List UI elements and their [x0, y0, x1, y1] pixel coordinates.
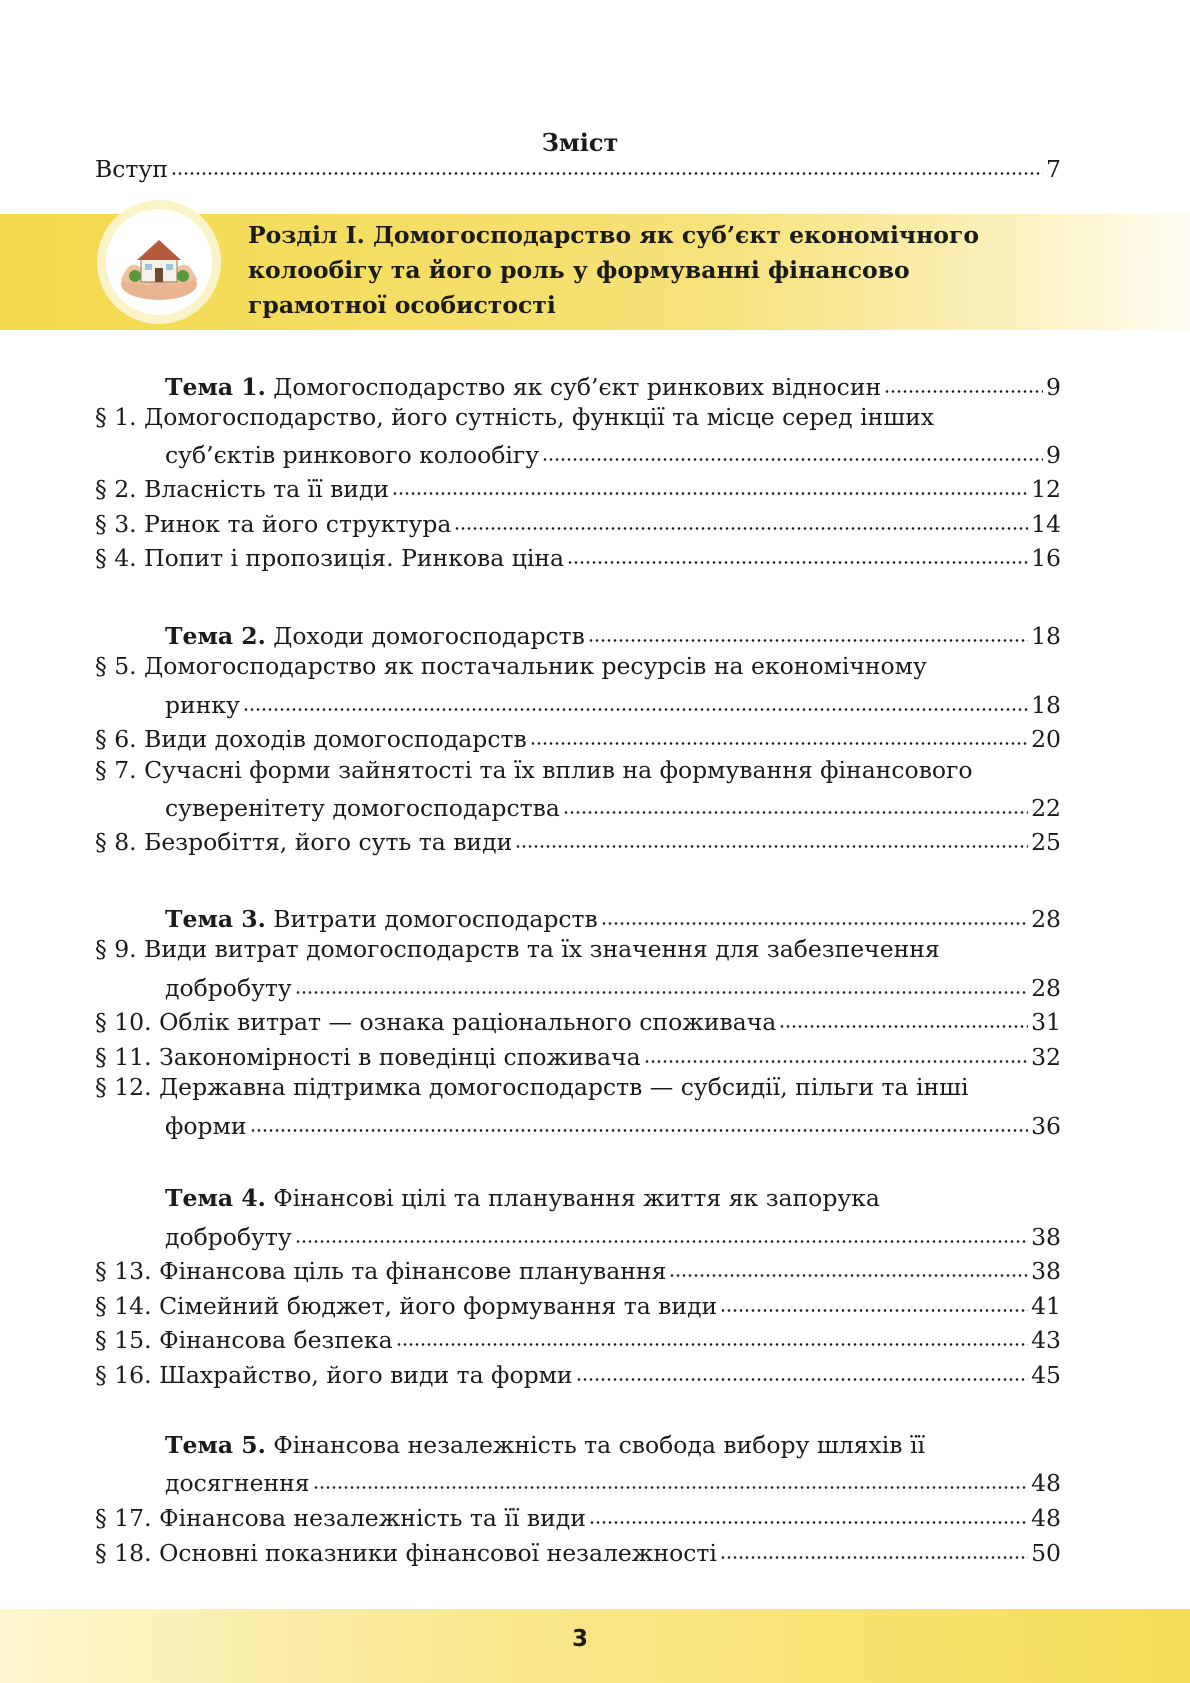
toc-entry-text: § 2. Власність та її види	[95, 475, 390, 503]
toc-entry-topic-3[interactable]	[95, 900, 1061, 934]
toc-entry-text: ринку	[165, 691, 240, 719]
toc-leader-dots	[171, 171, 1043, 176]
toc-entry-para-2[interactable]	[95, 470, 1061, 504]
toc-topic-label: Тема 5.	[165, 1431, 266, 1459]
toc-leader-dots	[779, 1024, 1028, 1029]
toc-page-number: 9	[1046, 441, 1061, 469]
toc-entry-para-1-cont[interactable]	[95, 436, 1061, 470]
toc-entry-text: суб’єктів ринкового колообігу	[165, 441, 540, 469]
toc-page-number: 48	[1031, 1469, 1061, 1497]
section-title: Розділ І. Домогосподарство як суб’єкт економічного колообігу та його роль у формуванні фінансово грамотної особистості	[248, 221, 980, 319]
toc-entry-para-6[interactable]	[95, 720, 1061, 754]
toc-entry-para-17[interactable]	[95, 1499, 1061, 1533]
toc-leader-dots	[669, 1273, 1028, 1278]
toc-leader-dots	[601, 921, 1028, 926]
toc-entry-topic-5[interactable]	[95, 1430, 1061, 1464]
toc-page-number: 31	[1031, 1008, 1061, 1036]
toc-entry-text: § 3. Ринок та його структура	[95, 510, 452, 538]
toc-entry-topic-4-cont[interactable]	[95, 1218, 1061, 1252]
toc-entry-text: § 15. Фінансова безпека	[95, 1326, 393, 1354]
toc-page-number: 41	[1031, 1292, 1061, 1320]
toc-entry-text: добробуту	[165, 974, 292, 1002]
toc-page-number: 9	[1046, 373, 1061, 401]
toc-leader-dots	[392, 491, 1028, 496]
toc-page-number: 36	[1031, 1112, 1061, 1140]
toc-page-number: 22	[1031, 794, 1061, 822]
toc-entry-text: § 10. Облік витрат — ознака раціонального споживача	[95, 1008, 777, 1036]
toc-entry-text: Доходи домогосподарств	[265, 622, 585, 650]
toc-page-number: 16	[1031, 544, 1061, 572]
toc-entry-topic-1[interactable]	[95, 368, 1061, 402]
toc-entry-intro[interactable]	[95, 150, 1061, 184]
toc-entry-para-7[interactable]	[95, 755, 1061, 789]
toc-leader-dots	[588, 638, 1028, 643]
toc-entry-text: § 7. Сучасні форми зайнятості та їх вплив на формування фінансового	[95, 756, 973, 784]
page-title: Зміст	[541, 128, 619, 157]
toc-page-number: 50	[1031, 1539, 1061, 1567]
toc-page-number: 18	[1031, 622, 1061, 650]
toc-entry-topic-4[interactable]	[95, 1183, 1061, 1217]
toc-leader-dots	[295, 990, 1028, 995]
toc-topic-label: Тема 1.	[165, 373, 266, 401]
page-number: 3	[571, 1626, 588, 1652]
toc-entry-para-16[interactable]	[95, 1356, 1061, 1390]
toc-entry-text: досягнення	[165, 1469, 310, 1497]
toc-entry-text: § 6. Види доходів домогосподарств	[95, 725, 527, 753]
toc-entry-text: § 16. Шахрайство, його види та форми	[95, 1361, 573, 1389]
toc-page-number: 14	[1031, 510, 1061, 538]
toc-entry-para-9[interactable]	[95, 934, 1061, 968]
toc-entry-para-8[interactable]	[95, 823, 1061, 857]
toc-entry-text: § 18. Основні показники фінансової незалежності	[95, 1539, 717, 1567]
toc-leader-dots	[644, 1059, 1028, 1064]
toc-leader-dots	[295, 1239, 1028, 1244]
toc-page-number: 18	[1031, 691, 1061, 719]
toc-topic-label: Тема 4.	[165, 1184, 266, 1212]
toc-entry-para-13[interactable]	[95, 1252, 1061, 1286]
toc-entry-text: § 9. Види витрат домогосподарств та їх значення для забезпечення	[95, 935, 940, 963]
toc-leader-dots	[563, 810, 1028, 815]
toc-entry-para-3[interactable]	[95, 505, 1061, 539]
toc-topic-label: Тема 3.	[165, 905, 266, 933]
toc-entry-text: суверенітету домогосподарства	[165, 794, 560, 822]
section-badge	[97, 200, 221, 324]
house-in-hands-icon	[111, 214, 207, 310]
toc-entry-text: § 12. Державна підтримка домогосподарств — субсидії, пільги та інші	[95, 1073, 969, 1101]
toc-leader-dots	[589, 1520, 1028, 1525]
toc-page-number: 45	[1031, 1361, 1061, 1389]
toc-entry-text: § 5. Домогосподарство як постачальник ресурсів на економічному	[95, 652, 927, 680]
toc-entry-topic-5-cont[interactable]	[95, 1464, 1061, 1498]
toc-leader-dots	[567, 560, 1028, 565]
toc-entry-text: § 4. Попит і пропозиція. Ринкова ціна	[95, 544, 565, 572]
toc-entry-para-12-cont[interactable]	[95, 1107, 1061, 1141]
toc-page-number: 28	[1031, 974, 1061, 1002]
toc-leader-dots	[720, 1555, 1028, 1560]
toc-entry-para-12[interactable]	[95, 1072, 1061, 1106]
toc-leader-dots	[313, 1485, 1028, 1490]
toc-entry-text: добробуту	[165, 1223, 292, 1251]
toc-leader-dots	[720, 1308, 1028, 1313]
toc-leader-dots	[454, 526, 1028, 531]
toc-entry-text: § 17. Фінансова незалежність та її види	[95, 1504, 586, 1532]
toc-entry-topic-2[interactable]	[95, 617, 1061, 651]
toc-page-number: 20	[1031, 725, 1061, 753]
toc-entry-para-10[interactable]	[95, 1003, 1061, 1037]
toc-leader-dots	[530, 741, 1028, 746]
toc-leader-dots	[243, 707, 1028, 712]
toc-entry-para-7-cont[interactable]	[95, 789, 1061, 823]
toc-page-number: 32	[1031, 1043, 1061, 1071]
toc-leader-dots	[515, 844, 1028, 849]
toc-leader-dots	[396, 1342, 1029, 1347]
toc-entry-para-5-cont[interactable]	[95, 686, 1061, 720]
toc-page-number: 25	[1031, 828, 1061, 856]
toc-topic-label: Тема 2.	[165, 622, 266, 650]
toc-entry-para-9-cont[interactable]	[95, 969, 1061, 1003]
toc-entry-para-4[interactable]	[95, 539, 1061, 573]
toc-entry-text: § 1. Домогосподарство, його сутність, функції та місце серед інших	[95, 403, 935, 431]
toc-entry-text: § 14. Сімейний бюджет, його формування та види	[95, 1292, 718, 1320]
toc-page-number: 38	[1031, 1257, 1061, 1285]
toc-entry-text: § 11. Закономірності в поведінці споживача	[95, 1043, 641, 1071]
toc-entry-text: § 13. Фінансова ціль та фінансове планування	[95, 1257, 667, 1285]
toc-entry-text: Домогосподарство як суб’єкт ринкових відносин	[265, 373, 882, 401]
toc-page-number: 38	[1031, 1223, 1061, 1251]
toc-entry-text: Фінансова незалежність та свобода вибору шляхів її	[265, 1431, 926, 1459]
toc-entry-para-15[interactable]	[95, 1321, 1061, 1355]
toc-leader-dots	[250, 1128, 1029, 1133]
toc-entry-text: § 8. Безробіття, його суть та види	[95, 828, 513, 856]
toc-leader-dots	[576, 1377, 1029, 1382]
toc-entry-text: Фінансові цілі та планування життя як запорука	[265, 1184, 880, 1212]
toc-entry-para-5[interactable]	[95, 651, 1061, 685]
toc-page-number: 12	[1031, 475, 1061, 503]
toc-leader-dots	[884, 389, 1043, 394]
toc-entry-text: Вступ	[95, 155, 168, 183]
toc-entry-text: Витрати домогосподарств	[265, 905, 598, 933]
toc-page-number: 43	[1031, 1326, 1061, 1354]
toc-page-number: 48	[1031, 1504, 1061, 1532]
toc-entry-para-11[interactable]	[95, 1038, 1061, 1072]
toc-entry-para-18[interactable]	[95, 1534, 1061, 1568]
toc-leader-dots	[542, 457, 1043, 462]
toc-page-number: 7	[1046, 155, 1061, 183]
toc-entry-para-14[interactable]	[95, 1287, 1061, 1321]
toc-entry-para-1[interactable]	[95, 402, 1061, 436]
toc-entry-text: форми	[165, 1112, 247, 1140]
toc-page-number: 28	[1031, 905, 1061, 933]
